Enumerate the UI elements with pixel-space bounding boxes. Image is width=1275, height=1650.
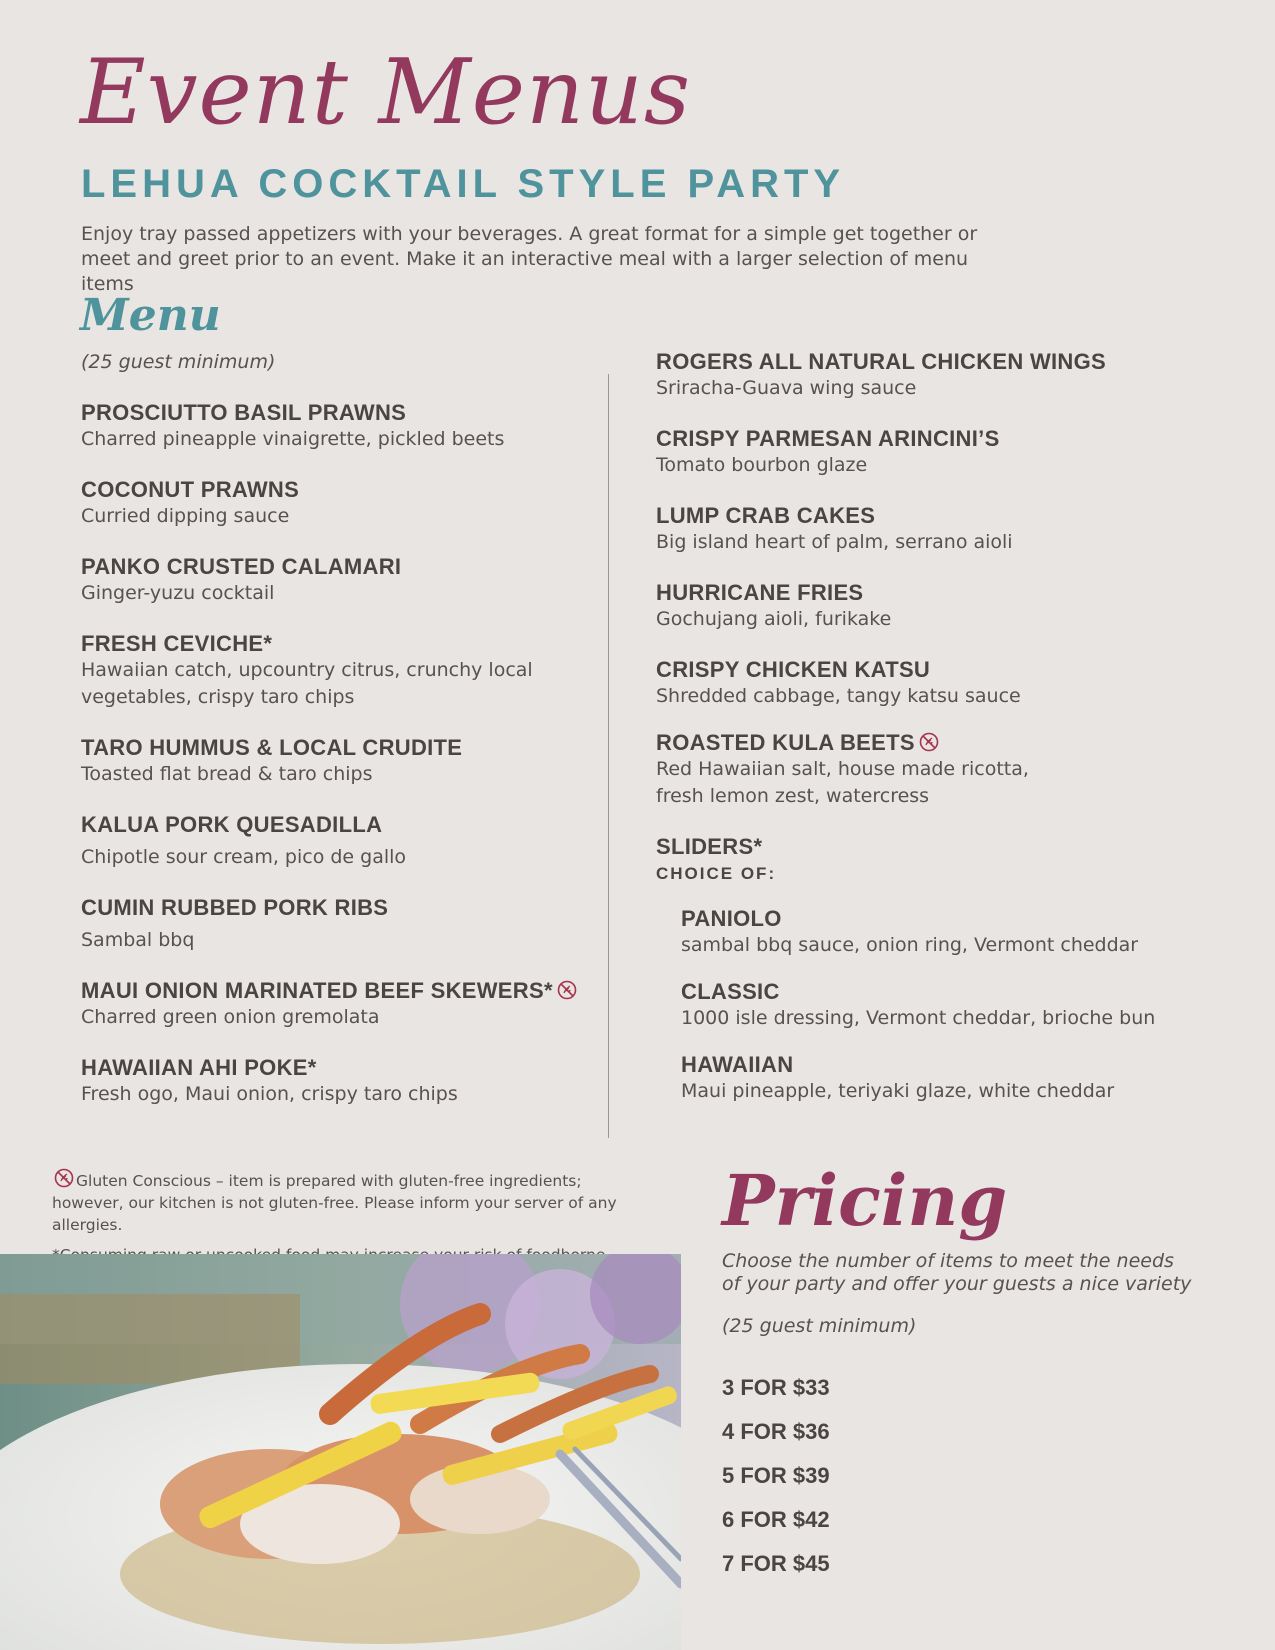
menu-item-name: TARO HUMMUS & LOCAL CRUDITE [81,735,463,760]
price-tier: 7 FOR $45 [722,1551,830,1576]
sliders-name: SLIDERS* [656,834,763,859]
pricing-minimum-note: (25 guest minimum) [722,1315,917,1337]
gluten-conscious-icon [557,980,577,1000]
menu-item-name: HAWAIIAN AHI POKE* [81,1055,317,1080]
price-tier: 5 FOR $39 [722,1463,830,1488]
slider-option-name: PANIOLO [681,906,782,931]
menu-item-name: PROSCIUTTO BASIL PRAWNS [81,400,407,425]
menu-item [81,477,601,530]
menu-item [656,730,1216,810]
menu-item [81,978,601,1031]
menu-item-desc: Big island heart of palm, serrano aioli [656,531,1013,553]
menu-item-desc: Chipotle sour cream, pico de gallo [81,846,407,868]
page-title: Event Menus [80,40,692,145]
menu-item [81,631,601,711]
food-photo [0,1254,681,1650]
menu-item-desc: Hawaiian catch, upcountry citrus, crunchy local vegetables, crispy taro chips [81,659,533,708]
menu-item-name: LUMP CRAB CAKES [656,503,876,528]
slider-option [681,1052,1216,1105]
menu-item [656,580,1216,633]
menu-item-name: FRESH CEVICHE* [81,631,273,656]
sliders-choice-label: CHOICE OF: [656,864,777,883]
pricing-heading: Pricing [722,1159,1008,1242]
menu-item-desc: Charred pineapple vinaigrette, pickled beets [81,428,505,450]
price-tier: 6 FOR $42 [722,1507,830,1532]
menu-item-name: HURRICANE FRIES [656,580,864,605]
menu-item-desc: Sambal bbq [81,929,195,951]
menu-item-desc: Gochujang aioli, furikake [656,608,892,630]
slider-option [681,906,1216,959]
menu-item-name-row [81,978,601,1004]
menu-right-column [656,349,1216,1125]
menu-item-desc: Sriracha-Guava wing sauce [656,377,917,399]
menu-item [656,426,1216,479]
menu-item-desc: Tomato bourbon glaze [656,454,868,476]
menu-item [81,812,601,871]
menu-item-name: PANKO CRUSTED CALAMARI [81,554,402,579]
menu-item-name: ROASTED KULA BEETS [656,730,915,755]
sliders-options [681,906,1216,1105]
slider-option-desc: Maui pineapple, teriyaki glaze, white cheddar [681,1080,1115,1102]
menu-item-desc: Ginger-yuzu cocktail [81,582,275,604]
gluten-footnote [52,1168,652,1236]
menu-item-desc: Shredded cabbage, tangy katsu sauce [656,685,1021,707]
menu-item-name: ROGERS ALL NATURAL CHICKEN WINGS [656,349,1107,374]
menu-item-name: MAUI ONION MARINATED BEEF SKEWERS* [81,978,553,1003]
menu-item-name: CRISPY CHICKEN KATSU [656,657,931,682]
slider-option-desc: 1000 isle dressing, Vermont cheddar, brioche bun [681,1007,1156,1029]
menu-item [656,503,1216,556]
slider-option-desc: sambal bbq sauce, onion ring, Vermont cheddar [681,934,1139,956]
menu-item [656,349,1216,402]
gluten-conscious-icon [919,732,939,752]
menu-heading: Menu [80,290,221,341]
menu-item-name: KALUA PORK QUESADILLA [81,812,383,837]
menu-item-name: CRISPY PARMESAN ARINCINI’S [656,426,1000,451]
menu-item [81,895,601,954]
intro-text: Enjoy tray passed appetizers with your beverages. A great format for a simple get together or meet and greet prior to an event. Make it an interactive meal with a larger selection of menu items [81,223,978,295]
price-tier: 3 FOR $33 [722,1375,830,1400]
slider-option-name: CLASSIC [681,979,780,1004]
price-list [722,1366,830,1586]
menu-item-desc: Curried dipping sauce [81,505,290,527]
menu-item [656,657,1216,710]
price-tier: 4 FOR $36 [722,1419,830,1444]
menu-item [81,400,601,453]
page-subtitle: LEHUA COCKTAIL STYLE PARTY [81,162,846,206]
pricing-description: Choose the number of items to meet the needs of your party and offer your guests a nice variety [722,1250,1192,1295]
sliders-item [656,834,1216,1105]
slider-option [681,979,1216,1032]
menu-item-desc: Toasted flat bread & taro chips [81,763,373,785]
menu-item [81,735,601,788]
menu-item-desc: Red Hawaiian salt, house made ricotta, fresh lemon zest, watercress [656,758,1029,807]
slider-option-name: HAWAIIAN [681,1052,794,1077]
menu-item-name-row [656,730,1216,756]
menu-item-name: COCONUT PRAWNS [81,477,300,502]
menu-item-name: CUMIN RUBBED PORK RIBS [81,895,389,920]
gluten-footnote-text: Gluten Conscious – item is prepared with gluten-free ingredients; however, our kitchen is not gluten-free. Please inform your server of any allergies. [52,1172,617,1234]
menu-left-column [81,400,601,1132]
menu-minimum-note: (25 guest minimum) [81,351,276,373]
menu-item-desc: Charred green onion gremolata [81,1006,380,1028]
menu-item [81,1055,601,1108]
menu-item [81,554,601,607]
menu-item-desc: Fresh ogo, Maui onion, crispy taro chips [81,1083,458,1105]
column-divider [608,374,609,1138]
gluten-conscious-icon [54,1168,74,1188]
